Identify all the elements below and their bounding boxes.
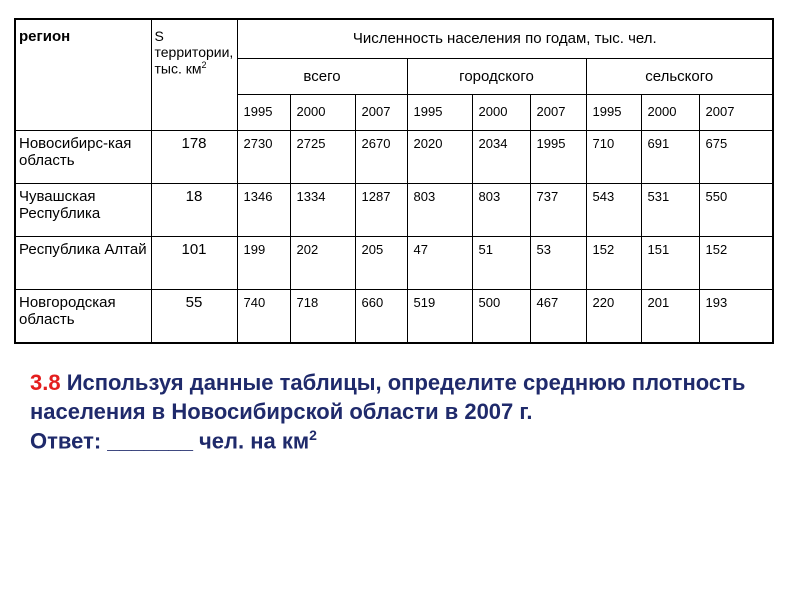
value-cell: 2034: [472, 131, 530, 184]
value-cell: 691: [641, 131, 699, 184]
task-number: 3.8: [30, 370, 61, 395]
table-row: [15, 290, 773, 344]
value-cell: 740: [237, 290, 290, 344]
value-cell: 151: [641, 237, 699, 290]
value-cell: 205: [355, 237, 407, 290]
value-cell: 193: [699, 290, 773, 344]
header-population: Численность населения по годам, тыс. чел.: [237, 19, 773, 59]
value-cell: 152: [586, 237, 641, 290]
value-cell: 1995: [530, 131, 586, 184]
value-cell: 737: [530, 184, 586, 237]
header-area: [151, 19, 237, 131]
value-cell: 467: [530, 290, 586, 344]
region-name: Республика Алтай: [15, 237, 151, 290]
year-header: 2000: [641, 95, 699, 131]
answer-sup: 2: [309, 427, 317, 444]
answer-label: Ответ: _______ чел. на км: [30, 428, 310, 454]
population-table: [14, 18, 774, 344]
year-header: 2007: [530, 95, 586, 131]
value-cell: 531: [641, 184, 699, 237]
year-header: 2007: [699, 95, 773, 131]
value-cell: 53: [530, 237, 586, 290]
region-name: Чувашская Республика: [15, 184, 151, 237]
value-cell: 803: [472, 184, 530, 237]
subheader-total: всего: [237, 59, 407, 95]
value-cell: 1334: [290, 184, 355, 237]
header-area-text: S территории, тыс. км: [154, 28, 234, 77]
value-cell: 543: [586, 184, 641, 237]
subheader-rural: сельского: [586, 59, 773, 95]
task-question: [30, 368, 780, 426]
value-cell: 660: [355, 290, 407, 344]
value-cell: 550: [699, 184, 773, 237]
region-area: 178: [151, 131, 237, 184]
value-cell: 2725: [290, 131, 355, 184]
value-cell: 152: [699, 237, 773, 290]
value-cell: 199: [237, 237, 290, 290]
value-cell: 220: [586, 290, 641, 344]
value-cell: 2020: [407, 131, 472, 184]
region-area: 101: [151, 237, 237, 290]
value-cell: 710: [586, 131, 641, 184]
value-cell: 803: [407, 184, 472, 237]
region-area: 55: [151, 290, 237, 344]
value-cell: 51: [472, 237, 530, 290]
value-cell: 201: [641, 290, 699, 344]
table-row: [15, 237, 773, 290]
year-header: 1995: [407, 95, 472, 131]
subheader-urban: городского: [407, 59, 586, 95]
value-cell: 2730: [237, 131, 290, 184]
year-header: 1995: [237, 95, 290, 131]
value-cell: 202: [290, 237, 355, 290]
year-header: 1995: [586, 95, 641, 131]
value-cell: 1287: [355, 184, 407, 237]
task-answer: [30, 426, 780, 455]
header-region: регион: [15, 19, 151, 131]
value-cell: 2670: [355, 131, 407, 184]
region-area: 18: [151, 184, 237, 237]
task-block: [30, 368, 780, 455]
value-cell: 1346: [237, 184, 290, 237]
region-name: Новосибирс-кая область: [15, 131, 151, 184]
task-text: Используя данные таблицы, определите среднюю плотность населения в Новосибирской области в 2007 г.: [30, 370, 746, 425]
region-name: Новгородская область: [15, 290, 151, 344]
value-cell: 500: [472, 290, 530, 344]
value-cell: 675: [699, 131, 773, 184]
value-cell: 718: [290, 290, 355, 344]
value-cell: 519: [407, 290, 472, 344]
year-header: 2000: [290, 95, 355, 131]
header-area-sup: 2: [201, 60, 207, 71]
table-row: [15, 131, 773, 184]
table-row: [15, 184, 773, 237]
year-header: 2000: [472, 95, 530, 131]
year-header: 2007: [355, 95, 407, 131]
value-cell: 47: [407, 237, 472, 290]
